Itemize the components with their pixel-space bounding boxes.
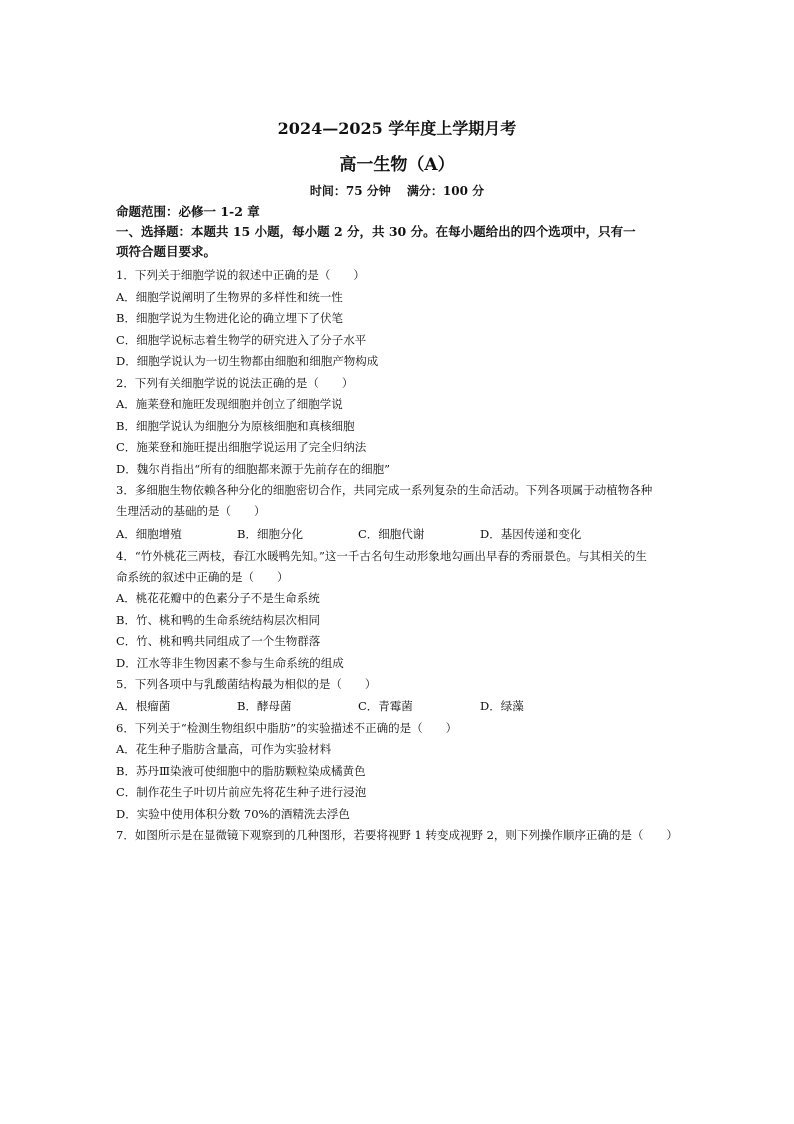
question-1-option-a: A．细胞学说阐明了生物界的多样性和统一性: [116, 290, 343, 304]
question-3-stem-line1: 3．多细胞生物依赖各种分化的细胞密切合作，共同完成一系列复杂的生命活动。下列各项属于动植物各种: [116, 483, 653, 497]
exam-info: [0, 182, 794, 199]
question-5-option-c: C．青霉菌: [358, 699, 413, 713]
question-6-option-a: A．花生种子脂肪含量高，可作为实验材料: [116, 742, 332, 756]
question-5-option-a: A．根瘤菌: [116, 699, 171, 713]
question-2-option-d: D．魏尔肖指出“所有的细胞都来源于先前存在的细胞”: [116, 462, 390, 476]
question-5-option-d: D．绿藻: [480, 699, 524, 713]
question-3-stem-line2: 生理活动的基础的是（ ）: [116, 504, 266, 518]
subject-title: 高一生物（A）: [339, 155, 455, 175]
question-6-option-c: C．制作花生子叶切片前应先将花生种子进行浸泡: [116, 785, 367, 799]
question-2-option-c: C．施莱登和施旺提出细胞学说运用了完全归纳法: [116, 440, 367, 454]
question-6-option-b: B．苏丹Ⅲ染液可使细胞中的脂肪颗粒染成橘黄色: [116, 764, 366, 778]
question-5-stem: 5．下列各项中与乳酸菌结构最为相似的是（ ）: [116, 677, 377, 691]
question-4-stem-line2: 命系统的叙述中正确的是（ ）: [116, 570, 289, 584]
section-instruction-line1: 一、选择题：本题共 15 小题，每小题 2 分，共 30 分。在每小题给出的四个选项中，只有一: [116, 224, 636, 239]
question-5-option-b: B．酵母菌: [237, 699, 292, 713]
question-4-option-c: C．竹、桃和鸭共同组成了一个生物群落: [116, 634, 321, 648]
question-4-option-a: A．桃花花瓣中的色素分子不是生命系统: [116, 591, 320, 605]
question-2-option-a: A．施莱登和施旺发现细胞并创立了细胞学说: [116, 397, 343, 411]
question-3-option-d: D．基因传递和变化: [480, 527, 582, 541]
question-1-option-c: C．细胞学说标志着生物学的研究进入了分子水平: [116, 333, 367, 347]
section-instruction-line2: 项符合题目要求。: [116, 244, 217, 259]
question-3-option-c: C．细胞代谢: [358, 527, 425, 541]
question-4-stem-line1: 4．“竹外桃花三两枝，春江水暖鸭先知。”这一千古名句生动形象地勾画出早春的秀丽景色。与其相关的生: [116, 549, 647, 563]
full-score: 满分：100 分: [406, 184, 485, 198]
scope-line: 命题范围：必修一 1-2 章: [116, 204, 260, 219]
question-6-option-d: D．实验中使用体积分数 70%的酒精洗去浮色: [116, 807, 350, 821]
time-limit: 时间：75 分钟: [309, 184, 391, 198]
question-4-option-b: B．竹、桃和鸭的生命系统结构层次相同: [116, 613, 320, 627]
question-1-option-d: D．细胞学说认为一切生物都由细胞和细胞产物构成: [116, 354, 379, 368]
question-4-option-d: D．江水等非生物因素不参与生命系统的组成: [116, 656, 344, 670]
question-3-option-b: B．细胞分化: [237, 527, 303, 541]
exam-year-title: 2024—2025 学年度上学期月考: [277, 119, 517, 138]
question-6-stem: 6．下列关于“检测生物组织中脂肪”的实验描述不正确的是（ ）: [116, 721, 458, 735]
question-2-option-b: B．细胞学说认为细胞分为原核细胞和真核细胞: [116, 419, 355, 433]
question-7-stem: 7．如图所示是在显微镜下观察到的几种图形，若要将视野 1 转变成视野 2，则下列操作顺序正确的是（ ）: [116, 828, 678, 842]
question-1-option-b: B．细胞学说为生物进化论的确立埋下了伏笔: [116, 311, 343, 325]
question-3-option-a: A．细胞增殖: [116, 527, 182, 541]
question-1-stem: 1．下列关于细胞学说的叙述中正确的是（ ）: [116, 268, 365, 282]
question-2-stem: 2．下列有关细胞学说的说法正确的是（ ）: [116, 376, 354, 390]
